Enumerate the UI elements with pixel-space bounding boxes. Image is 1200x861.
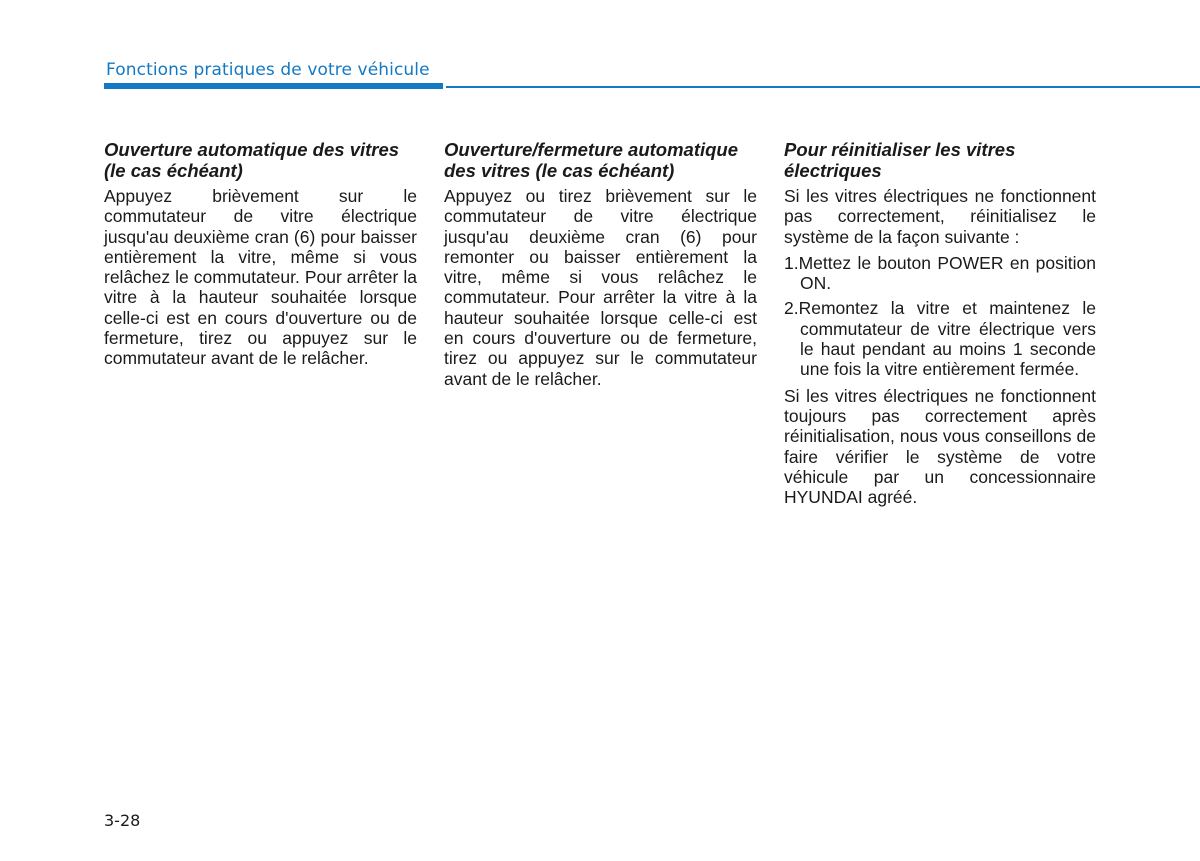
section-heading: Ouverture/fermeture automatique des vitres (le cas échéant) — [444, 139, 739, 181]
column-automatic-open-close — [444, 139, 757, 395]
section-heading: Ouverture automatique des vitres (le cas échéant) — [104, 139, 400, 181]
column-reset-windows — [784, 139, 1096, 513]
outro-paragraph: Si les vitres électriques ne fonctionnent toujours pas correctement après réinitialisation, nous vous conseillons de faire vérifier le système de votre véhicule par un concessionnaire HYUNDAI agréé. — [784, 385, 1096, 508]
page-number: 3-28 — [104, 811, 141, 830]
reset-steps-list — [784, 253, 1096, 380]
body-paragraph: Appuyez ou tirez brièvement sur le commutateur de vitre électrique jusqu'au deuxième cran (6) pour remonter ou baisser entièrement la vitre, même si vous relâchez le commutateur. Pour arrêter la vitre à la hauteur souhaitée lorsque celle-ci est en cours d'ouverture ou de fermeture, tirez ou appuyez sur le commutateur avant de le relâcher. — [444, 186, 757, 389]
list-item: 1.Mettez le bouton POWER en position ON. — [784, 252, 1096, 294]
section-title: Fonctions pratiques de votre véhicule — [106, 60, 430, 80]
section-heading: Pour réinitialiser les vitres électriques — [784, 139, 1016, 181]
body-paragraph: Appuyez brièvement sur le commutateur de vitre électrique jusqu'au deuxième cran (6) pour baisser entièrement la vitre, même si vous relâchez le commutateur. Pour arrêter la vitre à la hauteur souhaitée lorsque celle-ci est en cours d'ouverture ou de fermeture, tirez ou appuyez sur le commutateur avant de le relâcher. — [104, 186, 417, 369]
list-item: 2.Remontez la vitre et maintenez le commutateur de vitre électrique vers le haut pendant au moins 1 seconde une fois la vitre entièrement fermée. — [784, 298, 1096, 380]
intro-paragraph: Si les vitres électriques ne fonctionnent pas correctement, réinitialisez le système de la façon suivante : — [784, 186, 1096, 247]
header-rule-thick — [104, 83, 443, 89]
column-automatic-opening — [104, 139, 417, 375]
header-rule-thin — [446, 86, 1200, 88]
